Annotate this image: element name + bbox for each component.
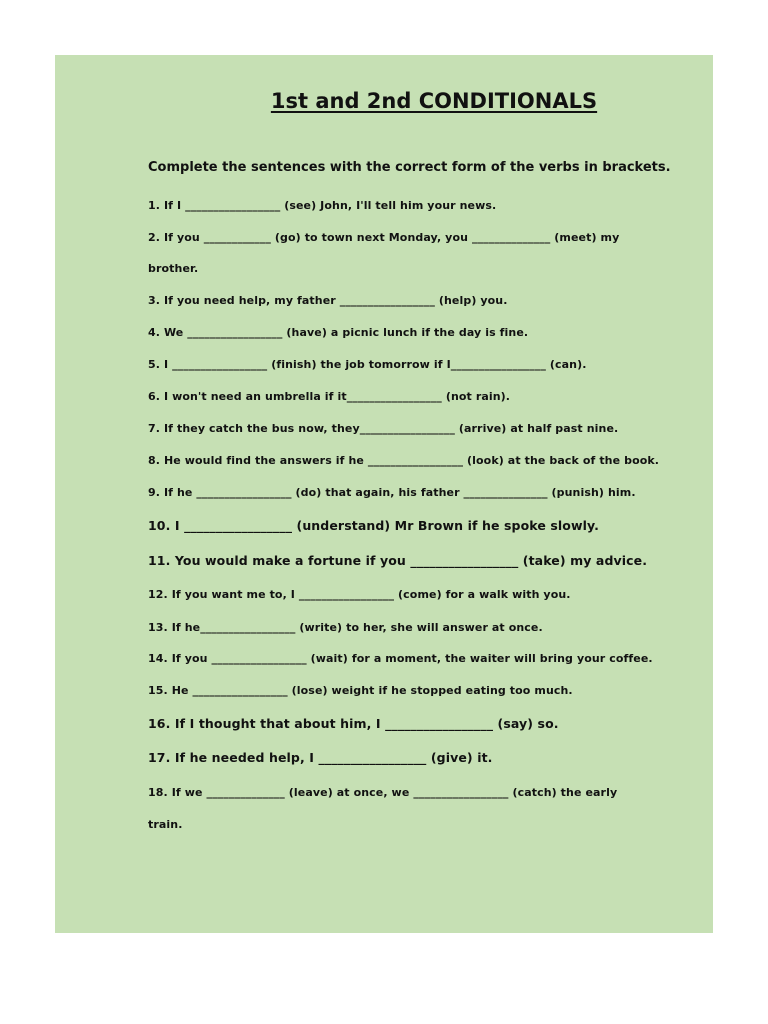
exercise-line-1: 1. If I _________________ (see) John, I'll tell him your news.: [148, 199, 497, 212]
exercise-line-10: 10. I _________________ (understand) Mr Brown if he spoke slowly.: [148, 518, 599, 533]
worksheet-title: 1st and 2nd CONDITIONALS: [270, 89, 598, 113]
exercise-line-15: 15. He _________________ (lose) weight if he stopped eating too much.: [148, 684, 573, 697]
exercise-line-2: 2. If you ____________ (go) to town next Monday, you ______________ (meet) my: [148, 231, 620, 244]
exercise-line-7: 7. If they catch the bus now, they_________________ (arrive) at half past nine.: [148, 422, 619, 435]
exercise-line-17: 17. If he needed help, I _________________ (give) it.: [148, 750, 493, 765]
instructions: Complete the sentences with the correct form of the verbs in brackets.: [148, 160, 671, 175]
exercise-line-5: 5. I _________________ (finish) the job tomorrow if I_________________ (can).: [148, 358, 587, 371]
exercise-line-16: 16. If I thought that about him, I _________________ (say) so.: [148, 716, 559, 731]
exercise-line-4: 4. We _________________ (have) a picnic lunch if the day is fine.: [148, 326, 529, 339]
exercise-line-6: 6. I won't need an umbrella if it_________________ (not rain).: [148, 390, 511, 403]
exercise-line-12: 12. If you want me to, I _________________ (come) for a walk with you.: [148, 588, 571, 601]
exercise-line-9: 9. If he _________________ (do) that again, his father _______________ (punish) him.: [148, 486, 636, 499]
exercise-line-14: 14. If you _________________ (wait) for a moment, the waiter will bring your coffee.: [148, 652, 653, 665]
exercise-line-3: 3. If you need help, my father _________________ (help) you.: [148, 294, 508, 307]
exercise-line-11: 11. You would make a fortune if you _________________ (take) my advice.: [148, 553, 648, 568]
worksheet-page: [55, 55, 713, 933]
exercise-line-18-continued: train.: [148, 818, 183, 831]
exercise-line-18: 18. If we ______________ (leave) at once, we _________________ (catch) the early: [148, 786, 618, 799]
exercise-line-13: 13. If he_________________ (write) to her, she will answer at once.: [148, 621, 543, 634]
exercise-line-2-continued: brother.: [148, 262, 199, 275]
exercise-line-8: 8. He would find the answers if he _________________ (look) at the back of the book.: [148, 454, 660, 467]
